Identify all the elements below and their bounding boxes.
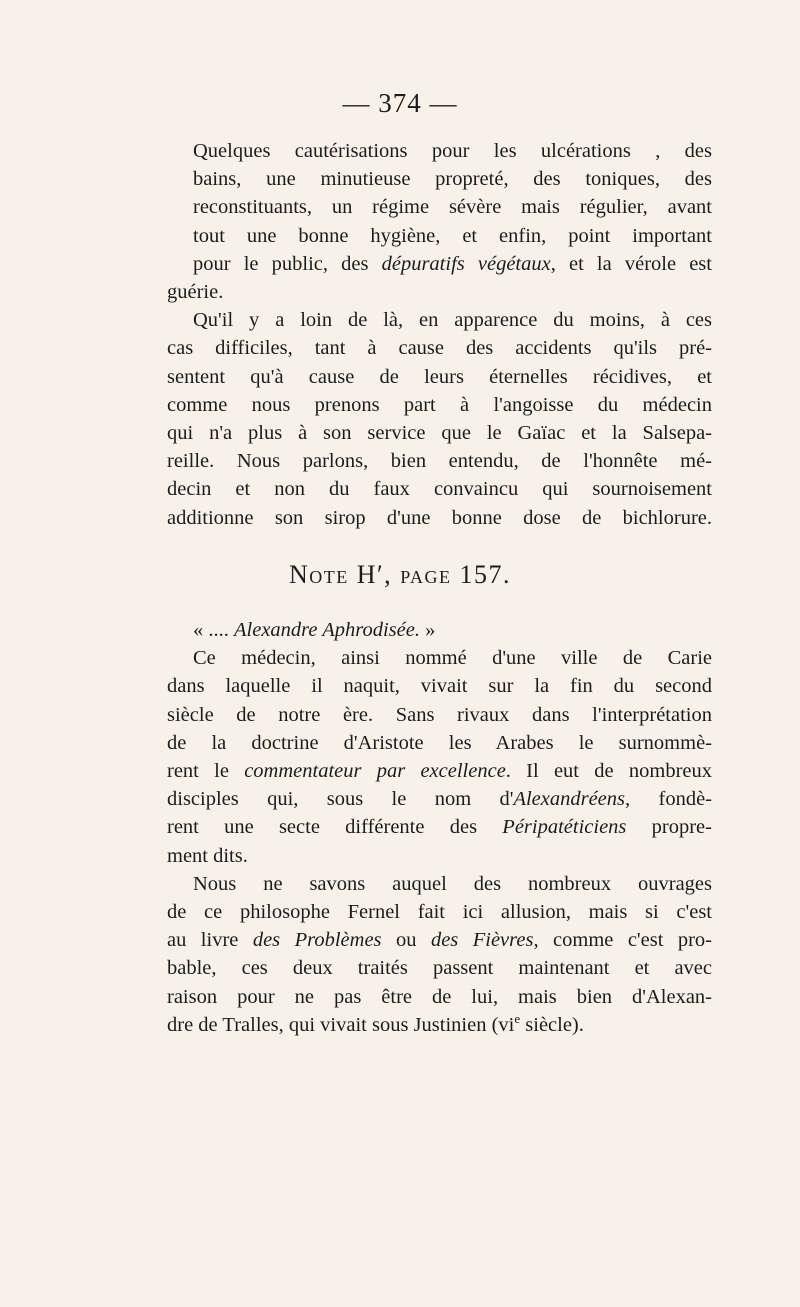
text-line: reille. Nous parlons, bien entendu, de l'honnête mé- xyxy=(167,450,712,473)
superscript-e: e xyxy=(514,1011,521,1027)
text-line: Quelques cautérisations pour les ulcérations , des xyxy=(193,140,712,162)
text-line: guérie. xyxy=(167,281,224,304)
text-line: sentent qu'à cause de leurs éternelles récidives, et xyxy=(167,365,712,388)
text-line: bable, ces deux traités passent maintenant et avec xyxy=(167,957,712,980)
text-line: tout une bonne hygiène, et enfin, point important xyxy=(193,224,712,247)
text-segment: rent une secte différente des xyxy=(167,816,503,839)
text-segment: « .... xyxy=(193,619,234,641)
italic-term: Alexandréens xyxy=(513,788,626,811)
text-line: comme nous prenons part à l'angoisse du médecin xyxy=(167,393,712,416)
italic-term: des Problèmes xyxy=(252,929,382,952)
text-line: de la doctrine d'Aristote les Arabes le surnommè- xyxy=(167,731,712,754)
text-line: qui n'a plus à son service que le Gaïac et la Salsepa- xyxy=(167,422,712,445)
text-line: ment dits. xyxy=(167,844,248,867)
text-segment: . Il eut de nombreux xyxy=(505,760,712,783)
top-text-block xyxy=(167,137,712,532)
page-number: — 374 — xyxy=(342,88,458,118)
text-segment: rent le xyxy=(167,760,245,783)
text-line: dans laquelle il naquit, vivait sur la fin du second xyxy=(167,675,712,698)
italic-term: Alexandre Aphrodisée. xyxy=(234,619,420,641)
italic-term: commentateur par excellence xyxy=(244,760,506,783)
text-segment: , fondè- xyxy=(625,788,712,811)
text-segment: » xyxy=(419,619,436,641)
heading-page-word: page xyxy=(400,560,452,589)
paragraph-treatment xyxy=(167,137,712,306)
text-line: Ce médecin, ainsi nommé d'une ville de Carie xyxy=(193,647,712,670)
text-line: de ce philosophe Fernel fait ici allusion, mais si c'est xyxy=(167,901,712,924)
heading-note: Note H′, xyxy=(288,560,393,589)
italic-term: des Fièvres xyxy=(430,929,534,952)
paragraph-alexander xyxy=(167,644,712,870)
italic-term: dépuratifs végétaux xyxy=(381,252,551,275)
paragraph-difficult-cases xyxy=(167,306,712,532)
text-line: additionne son sirop d'une bonne dose de bichlorure. xyxy=(167,506,712,529)
text-segment: disciples qui, sous le nom d' xyxy=(167,788,514,811)
text-segment: pour le public, des xyxy=(193,252,382,275)
text-line: decin et non du faux convaincu qui sournoisement xyxy=(167,478,712,501)
text-segment: , comme c'est pro- xyxy=(533,929,712,952)
text-line: raison pour ne pas être de lui, mais bien d'Alexan- xyxy=(167,985,712,1008)
text-line xyxy=(167,926,712,954)
text-segment: propre- xyxy=(626,816,712,839)
text-line: Nous ne savons auquel des nombreux ouvrages xyxy=(193,872,712,895)
paragraph-fernel xyxy=(167,870,712,1039)
text-segment: siècle). xyxy=(520,1013,584,1036)
text-line xyxy=(167,813,712,841)
text-line: reconstituants, un régime sévère mais régulier, avant xyxy=(193,196,712,219)
heading-page-number: 157. xyxy=(459,560,512,589)
text-line: Qu'il y a loin de là, en apparence du moins, à ces xyxy=(193,309,712,332)
italic-term: Péripatéticiens xyxy=(502,816,627,839)
text-segment: dre de Tralles, qui vivait sous Justinien (vi xyxy=(167,1013,515,1036)
text-line: siècle de notre ère. Sans rivaux dans l'interprétation xyxy=(167,703,712,726)
quote-line xyxy=(167,616,712,644)
text-line xyxy=(167,250,712,278)
text-line: bains, une minutieuse propreté, des toniques, des xyxy=(193,168,712,191)
section-heading xyxy=(0,560,800,590)
text-line xyxy=(167,757,712,785)
text-line: cas difficiles, tant à cause des accidents qu'ils pré- xyxy=(167,337,712,360)
text-line xyxy=(167,1011,712,1039)
text-line xyxy=(167,616,712,644)
text-segment: au livre xyxy=(167,929,253,952)
bottom-text-block xyxy=(167,616,712,1039)
text-segment: , et la vérole est xyxy=(550,252,712,275)
text-segment: ou xyxy=(381,929,431,952)
text-line xyxy=(167,785,712,813)
